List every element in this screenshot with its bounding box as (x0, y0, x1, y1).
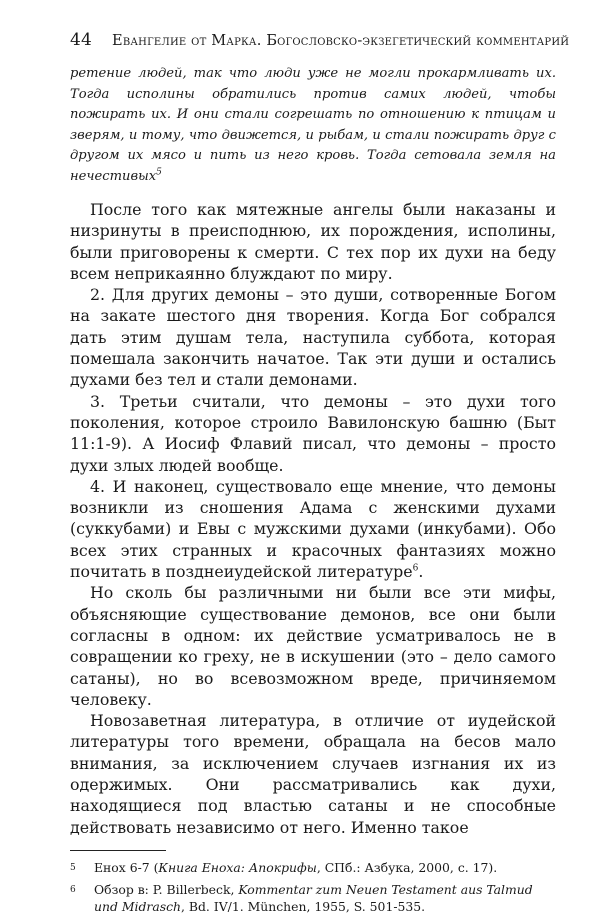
footnote-prefix: Енох 6-7 ( (94, 859, 159, 875)
footnote-title: Kommentar zum Neuen Testament aus Talmud und Midrasch (94, 881, 533, 914)
footnote-divider (70, 850, 166, 851)
paragraph-4: 4. И наконец, существовало еще мнение, что демоны возникли из сношения Адама с женскими духами (суккубами) и Евы с мужскими духами (инкубами). Обо всех этих странных и красочных фантазиях можно почитать в позднеиудейской литературе$^6$. (70, 476, 556, 582)
footnote-mark: 6 (70, 884, 76, 895)
paragraph-3 (70, 391, 556, 476)
quote-text: ретение людей, так что люди уже не могли прокармливать их. Тогда исполины обратились против самих людей, чтобы пожирать их. И они стали согрешать по отношению к птицам и зверям, и тому, что движется, и рыбам, и стали пожирать друг с другом их мясо и пить из него кровь. Тогда сетовала земля на нечестивых (70, 66, 556, 184)
footnote-mark: 5 (70, 862, 76, 873)
running-head (70, 30, 570, 50)
paragraph-text: Но сколь бы различными ни были все эти мифы, объясняющие существование демонов, все они были согласны в одном: их действие усматривалось не в совращении ко греху, не в искушении (это – дело самого сатаны), но во всевозможном вреде, причиняемом человеку. (70, 583, 556, 709)
paragraph-2 (70, 284, 556, 390)
paragraph-text: 3. Третьи считали, что демоны – это духи того поколения, которое строило Вавилонскую башню (Быт 11:1-9). А Иосиф Флавий писал, что демоны – просто духи злых людей вообще. (70, 391, 556, 475)
running-title: Евангелие от Марка. Богословско-экзегетический комментарий (112, 33, 570, 49)
footnotes (70, 859, 556, 915)
note-ref-5[interactable]: 5 (156, 167, 162, 178)
footnote-suffix: , Bd. IV/1. München, 1955, S. 501-535. (181, 898, 426, 914)
paragraph-text: После того как мятежные ангелы были наказаны и низринуты в преисподнюю, их порождения, исполины, были приговорены к смерти. С тех пор их духи на беду всем неприкаянно блуждают по миру. (70, 200, 556, 283)
footnote-text (94, 881, 556, 915)
paragraph-5 (70, 582, 556, 710)
paragraph-text: Новозаветная литература, в отличие от иудейской литературы того времени, обращала на бесов мало внимания, за исключением случаев изгнания их из одержимых. Они рассматривались как духи, находящиеся под властью сатаны и не способные действовать независимо от него. Именно такое (70, 711, 556, 837)
footnote-5 (70, 859, 556, 877)
footnote-suffix: , СПб.: Азбука, 2000, с. 17). (316, 859, 498, 875)
paragraph-1 (70, 199, 556, 284)
footnote-prefix: Обзор в: P. Billerbeck, (94, 881, 239, 897)
quote-block (70, 64, 556, 187)
footnote-6 (70, 881, 556, 915)
note-ref-6[interactable]: 6 (412, 563, 419, 574)
body-text (70, 199, 556, 838)
footnote-title: Книга Еноха: Апокрифы (158, 859, 317, 875)
paragraph-6 (70, 710, 556, 838)
paragraph-text: 2. Для других демоны – это души, сотворенные Богом на закате шестого дня творения. Когда Бог собрался дать этим душам тела, наступила суббота, которая помешала закончить начатое. Так эти души и остались духами без тел и стали демонами. (70, 285, 556, 390)
footnote-text (94, 859, 556, 877)
paragraph-text: 4. И наконец, существовало еще мнение, что демоны возникли из сношения Адама с женскими духами (суккубами) и Евы с мужскими духами (инкубами). Обо всех этих странных и красочных фантазиях можно почитать в позднеиудейской литературе (70, 476, 556, 582)
page-number: 44 (70, 30, 93, 50)
